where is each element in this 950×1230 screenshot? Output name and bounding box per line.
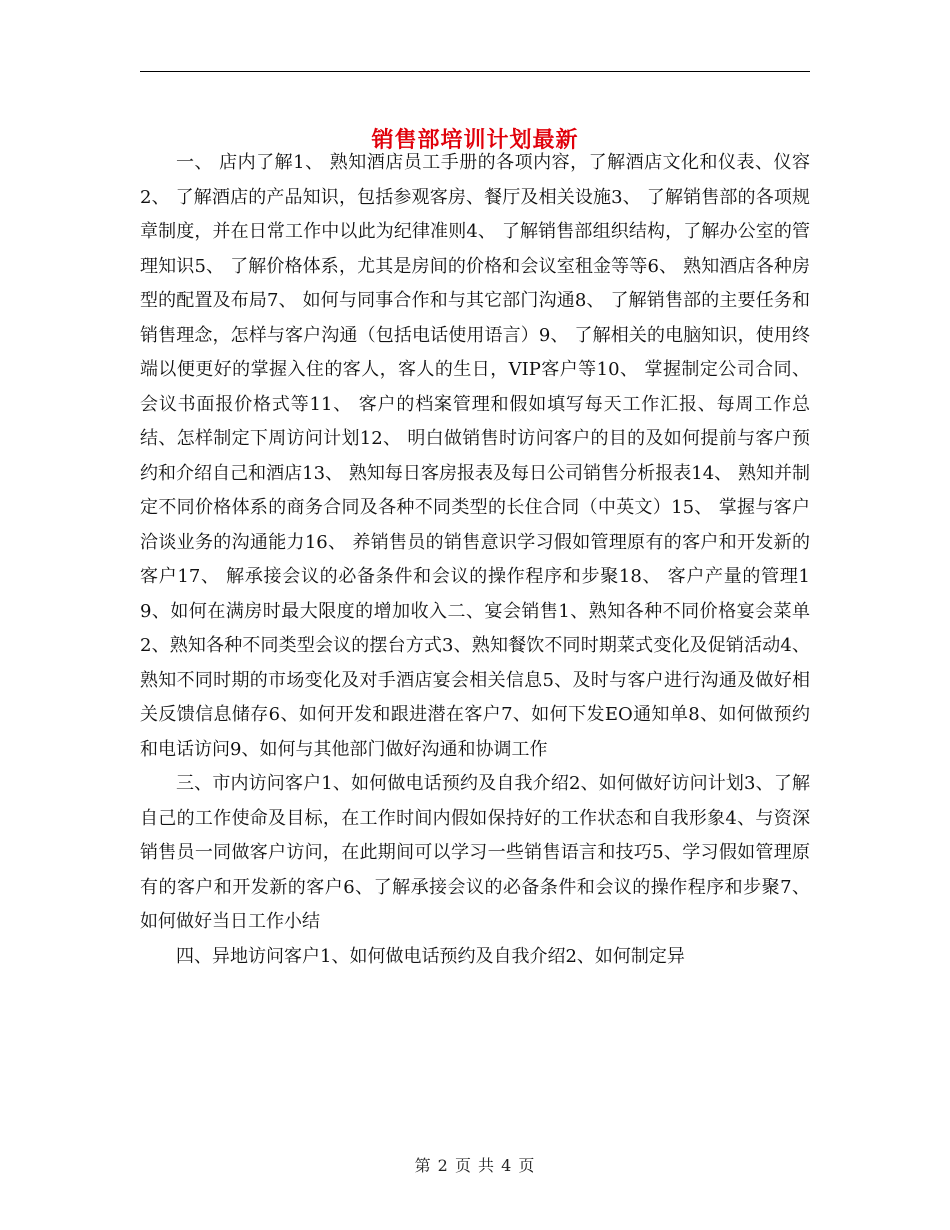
paragraph-remote-client-visits: 四、异地访问客户1、如何做电话预约及自我介绍2、如何制定异 [176, 945, 685, 967]
page-number-footer: 第 2 页 共 4 页 [414, 1156, 536, 1175]
document-title: 销售部培训计划最新 [371, 126, 579, 153]
document-body [140, 146, 810, 974]
header-rule [140, 71, 810, 72]
paragraph-local-client-visits: 三、市内访问客户1、如何做电话预约及自我介绍2、如何做好访问计划3、了解自己的工作使命及目标，在工作时间内假如保持好的工作状态和自我形象4、与资深销售员一同做客户访问，在此期间可以学习一些销售语言和技巧5、学习假如管理原有的客户和开发新的客户6、了解承接会议的必备条件和会议的操作程序和步聚7、如何做好当日工作小结 [140, 773, 810, 932]
paragraph-store-training: 一、 店内了解1、 熟知酒店员工手册的各项内容，了解酒店文化和仪表、仪容2、 了解酒店的产品知识，包括参观客房、餐厅及相关设施3、 了解销售部的各项规章制度，并在日常工作中以此为纪律准则4、 了解销售部组织结构，了解办公室的管理知识5、 了解价格体系，尤其是房间的价格和会议室租金等等6、 熟知酒店各种房型的配置及布局7、 如何与同事合作和与其它部门沟通8、 了解销售部的主要任务和销售理念，怎样与客户沟通（包括电话使用语言）9、 了解相关的电脑知识，使用终端以便更好的掌握入住的客人，客人的生日，VIP客户等10、 掌握制定公司合同、会议书面报价格式等11、 客户的档案管理和假如填写每天工作汇报、每周工作总结、怎样制定下周访问计划12、 明白做销售时访问客户的目的及如何提前与客户预约和介绍自己和酒店13、 熟知每日客房报表及每日公司销售分析报表14、 熟知并制定不同价格体系的商务合同及各种不同类型的长住合同（中英文）15、 掌握与客户洽谈业务的沟通能力16、 养销售员的销售意识学习假如管理原有的客户和开发新的客户17、 解承接会议的必备条件和会议的操作程序和步聚18、 客户产量的管理19、如何在满房时最大限度的增加收入二、宴会销售1、熟知各种不同价格宴会菜单2、熟知各种不同类型会议的摆台方式3、熟知餐饮不同时期菜式变化及促销活动4、熟知不同时期的市场变化及对手酒店宴会相关信息5、及时与客户进行沟通及做好相关反馈信息储存6、如何开发和跟进潜在客户7、如何下发EO通知单8、如何做预约和电话访问9、如何与其他部门做好沟通和协调工作 [140, 152, 810, 760]
